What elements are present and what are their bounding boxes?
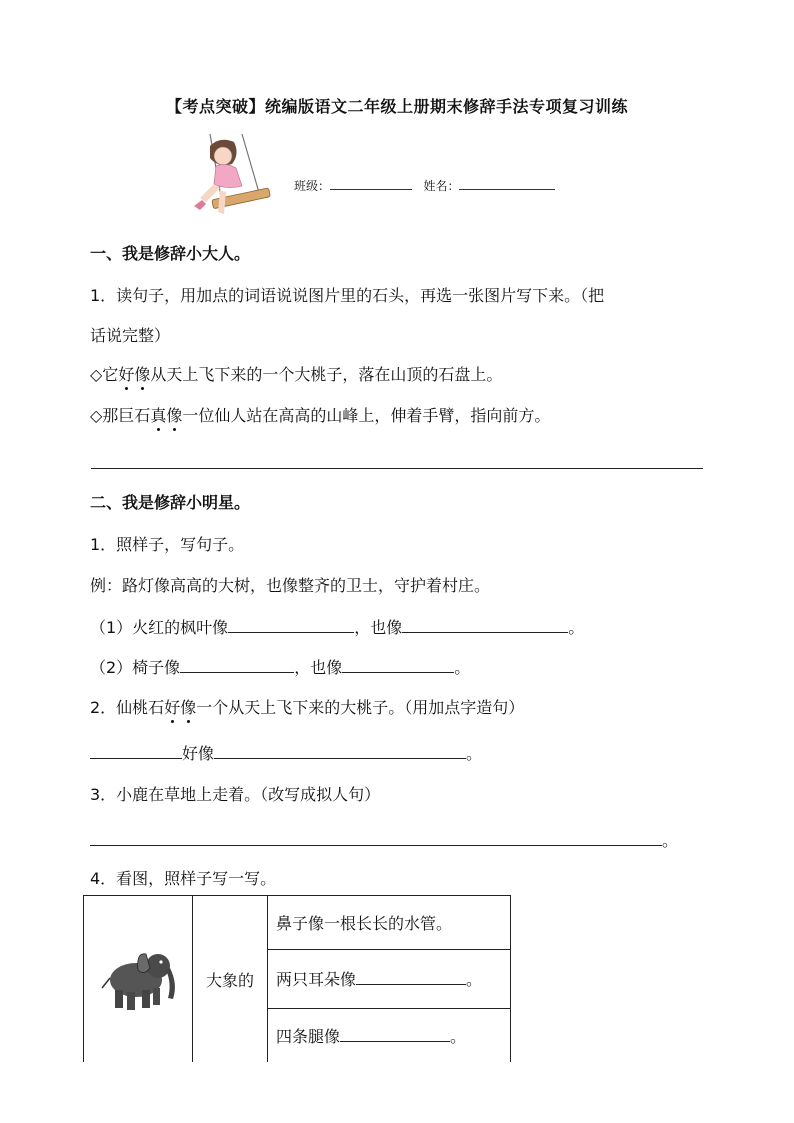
q1b-mid: ，也像: [294, 658, 343, 677]
student-info: [294, 177, 555, 194]
q3-end: 。: [662, 831, 679, 850]
s1-sentence1-pre: ◇它: [90, 365, 119, 384]
row3-pre: 四条腿像: [276, 1027, 341, 1047]
s2-q1: 1．照样子，写句子。: [90, 535, 245, 554]
q1a-end: 。: [568, 618, 585, 637]
dotted-char: 像: [166, 406, 183, 425]
table-row3: [268, 1009, 511, 1062]
s1-q1-line2: 话说完整）: [90, 326, 171, 345]
name-blank[interactable]: [459, 177, 555, 190]
class-label: 班级：: [294, 179, 331, 193]
dotted-char: 像: [134, 365, 151, 384]
elephant-icon: [98, 938, 178, 1016]
s1-sentence2-pre: ◇那巨石: [90, 406, 151, 425]
dotted-char: 好: [118, 365, 135, 384]
s1-sentence2-post: 一位仙人站在高高的山峰上，伸着手臂，指向前方。: [182, 406, 551, 425]
q2-ans-end: 。: [466, 744, 483, 763]
q2-ans-mid: 好像: [182, 744, 215, 763]
s2-q1b: [90, 655, 470, 678]
elephant-table: [83, 895, 511, 1062]
table-row1: 鼻子像一根长长的水管。: [268, 896, 511, 950]
s2-q2-answer: [90, 741, 482, 764]
table-subject-cell: 大象的: [193, 896, 268, 1063]
dotted-char: 像: [180, 698, 197, 717]
class-blank[interactable]: [330, 177, 412, 190]
row2-pre: 两只耳朵像: [276, 970, 357, 990]
dotted-char: 好: [164, 698, 181, 717]
table-row2: [268, 949, 511, 1009]
q1b-blank2[interactable]: [342, 656, 454, 673]
q1a-blank1[interactable]: [228, 616, 354, 633]
s2-q3-answer: [90, 828, 678, 851]
s2-q2: [90, 695, 524, 718]
q1b-blank1[interactable]: [180, 656, 294, 673]
q1a-blank2[interactable]: [402, 616, 568, 633]
q2-blank2[interactable]: [214, 742, 466, 759]
dotted-char: 真: [150, 406, 167, 425]
section2-heading: 二、我是修辞小明星。: [90, 493, 251, 512]
q2-pre: 2．仙桃石: [90, 698, 165, 717]
s1-sentence1-post: 从天上飞下来的一个大桃子，落在山顶的石盘上。: [150, 365, 503, 384]
row3-end: 。: [450, 1027, 467, 1047]
s2-q4: 4．看图，照样子写一写。: [90, 869, 277, 888]
name-label: 姓名：: [423, 179, 460, 193]
page-title: 【考点突破】统编版语文二年级上册期末修辞手法专项复习训练: [165, 97, 628, 116]
s2-example: 例：路灯像高高的大树，也像整齐的卫士，守护着村庄。: [90, 576, 491, 595]
row3-blank[interactable]: [340, 1025, 450, 1042]
q1a-pre: （1）火红的枫叶像: [90, 618, 229, 637]
section1-heading: 一、我是修辞小大人。: [90, 244, 251, 263]
s2-q3: 3．小鹿在草地上走着。（改写成拟人句）: [90, 785, 381, 804]
elephant-image-cell: [84, 896, 193, 1063]
q3-blank[interactable]: [90, 829, 662, 846]
row2-blank[interactable]: [356, 968, 466, 985]
q1a-mid: ，也像: [354, 618, 403, 637]
q1b-pre: （2）椅子像: [90, 658, 181, 677]
q1b-end: 。: [454, 658, 471, 677]
s1-sentence2: [90, 403, 550, 426]
q2-post: 一个从天上飞下来的大桃子。（用加点字造句）: [196, 698, 525, 717]
s1-q1-line1: 1．读句子，用加点的词语说说图片里的石头，再选一张图片写下来。（把: [90, 286, 605, 305]
swing-girl-illustration: [180, 132, 280, 224]
q2-blank1[interactable]: [90, 742, 182, 759]
s1-answer-line[interactable]: [91, 468, 703, 469]
s2-q1a: [90, 615, 584, 638]
s1-sentence1: [90, 362, 502, 385]
row2-end: 。: [466, 970, 483, 990]
